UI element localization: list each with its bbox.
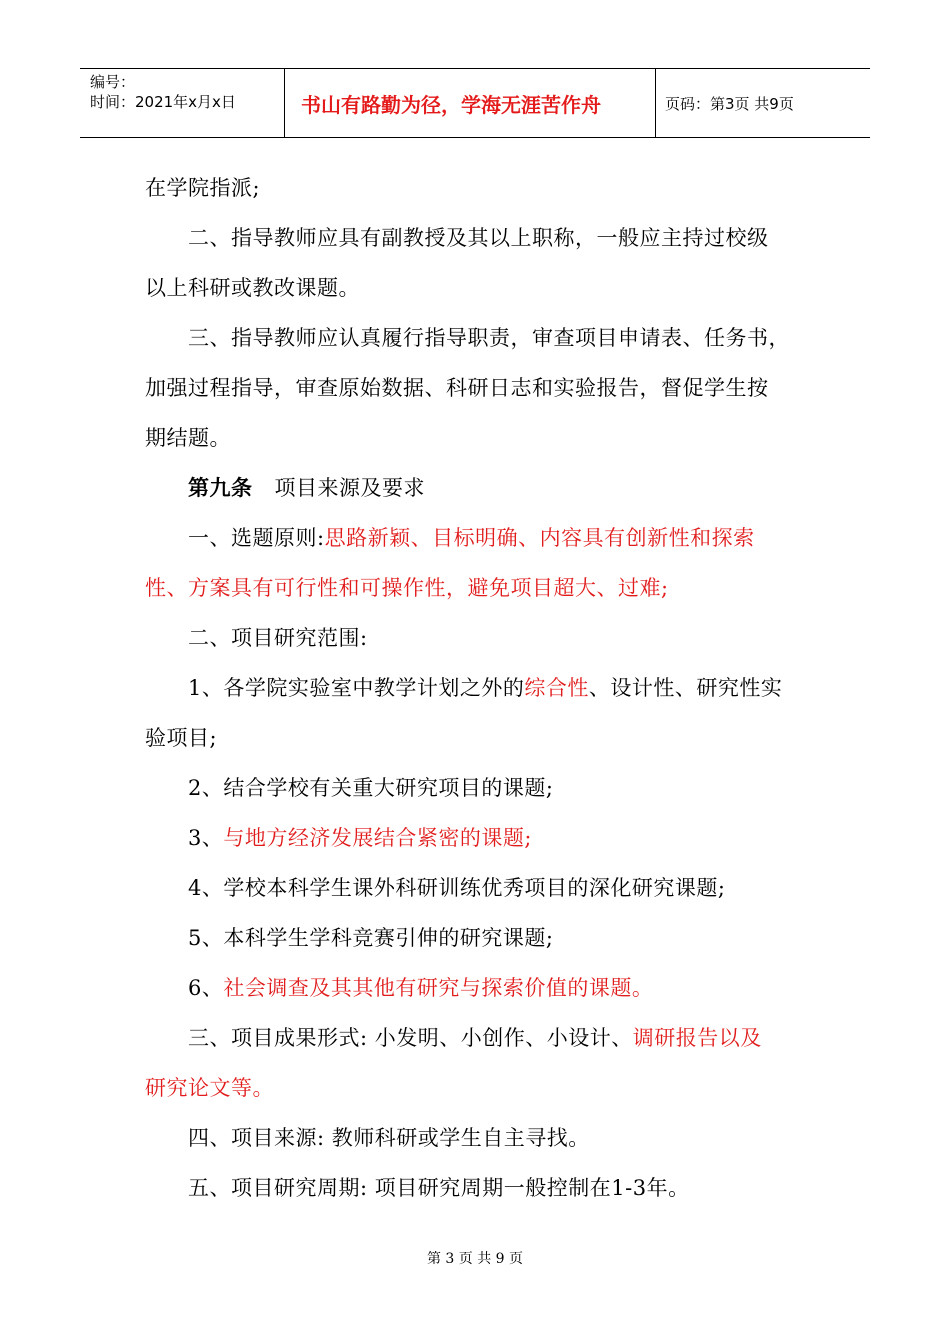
highlighted-text: 调研报告以及 — [632, 1026, 762, 1050]
highlighted-line: 性、方案具有可行性和可操作性，避免项目超大、过难; — [145, 576, 669, 600]
paragraph-line: 三、指导教师应认真履行指导职责，审查项目申请表、任务书， — [188, 326, 790, 350]
paragraph-line: 五、项目研究周期: 项目研究周期一般控制在1-3年。 — [188, 1176, 690, 1200]
list-item: 4、学校本科学生课外科研训练优秀项目的深化研究课题; — [188, 876, 726, 900]
time-label: 时间：2021年x月x日 — [90, 93, 236, 111]
header-meta-cell — [80, 69, 285, 137]
page-footer: 第 3 页 共 9 页 — [426, 1251, 524, 1267]
highlighted-text: 思路新颖、目标明确、内容具有创新性和探索 — [324, 526, 755, 550]
paragraph-line: 加强过程指导，审查原始数据、科研日志和实验报告，督促学生按 — [145, 376, 769, 400]
paragraph-line: 四、项目来源: 教师科研或学生自主寻找。 — [188, 1126, 590, 1150]
article-number: 第九条 — [188, 475, 253, 500]
highlighted-text: 社会调查及其其他有研究与探索价值的课题。 — [223, 976, 654, 1000]
paragraph-line: 二、项目研究范围: — [188, 626, 368, 650]
motto-text: 书山有路勤为径，学海无涯苦作舟 — [301, 93, 601, 117]
article-title: 项目来源及要求 — [274, 476, 425, 500]
header-motto-cell — [285, 69, 656, 137]
paragraph-line: 二、指导教师应具有副教授及其以上职称，一般应主持过校级 — [188, 226, 769, 250]
list-item: 3、与地方经济发展结合紧密的课题; — [188, 826, 532, 850]
document-header — [80, 68, 870, 138]
paragraph-line: 三、项目成果形式: 小发明、小创作、小设计、调研报告以及 — [188, 1026, 762, 1050]
highlighted-text: 综合性 — [524, 676, 589, 700]
highlighted-line: 研究论文等。 — [145, 1076, 274, 1100]
paragraph-line: 期结题。 — [145, 426, 231, 450]
page-info: 页码：第3页 共9页 — [665, 95, 794, 113]
list-item: 2、结合学校有关重大研究项目的课题; — [188, 776, 554, 800]
article-heading — [188, 472, 425, 502]
paragraph-line: 在学院指派; — [145, 176, 261, 200]
highlighted-text: 与地方经济发展结合紧密的课题; — [223, 826, 532, 850]
list-item: 5、本科学生学科竞赛引伸的研究课题; — [188, 926, 554, 950]
list-item: 1、各学院实验室中教学计划之外的综合性、设计性、研究性实 — [188, 676, 783, 700]
number-label: 编号： — [90, 73, 136, 91]
paragraph-line: 以上科研或教改课题。 — [145, 276, 360, 300]
paragraph-line: 验项目; — [145, 726, 218, 750]
list-item: 6、社会调查及其其他有研究与探索价值的课题。 — [188, 976, 654, 1000]
paragraph-line: 一、选题原则:思路新颖、目标明确、内容具有创新性和探索 — [188, 526, 755, 550]
